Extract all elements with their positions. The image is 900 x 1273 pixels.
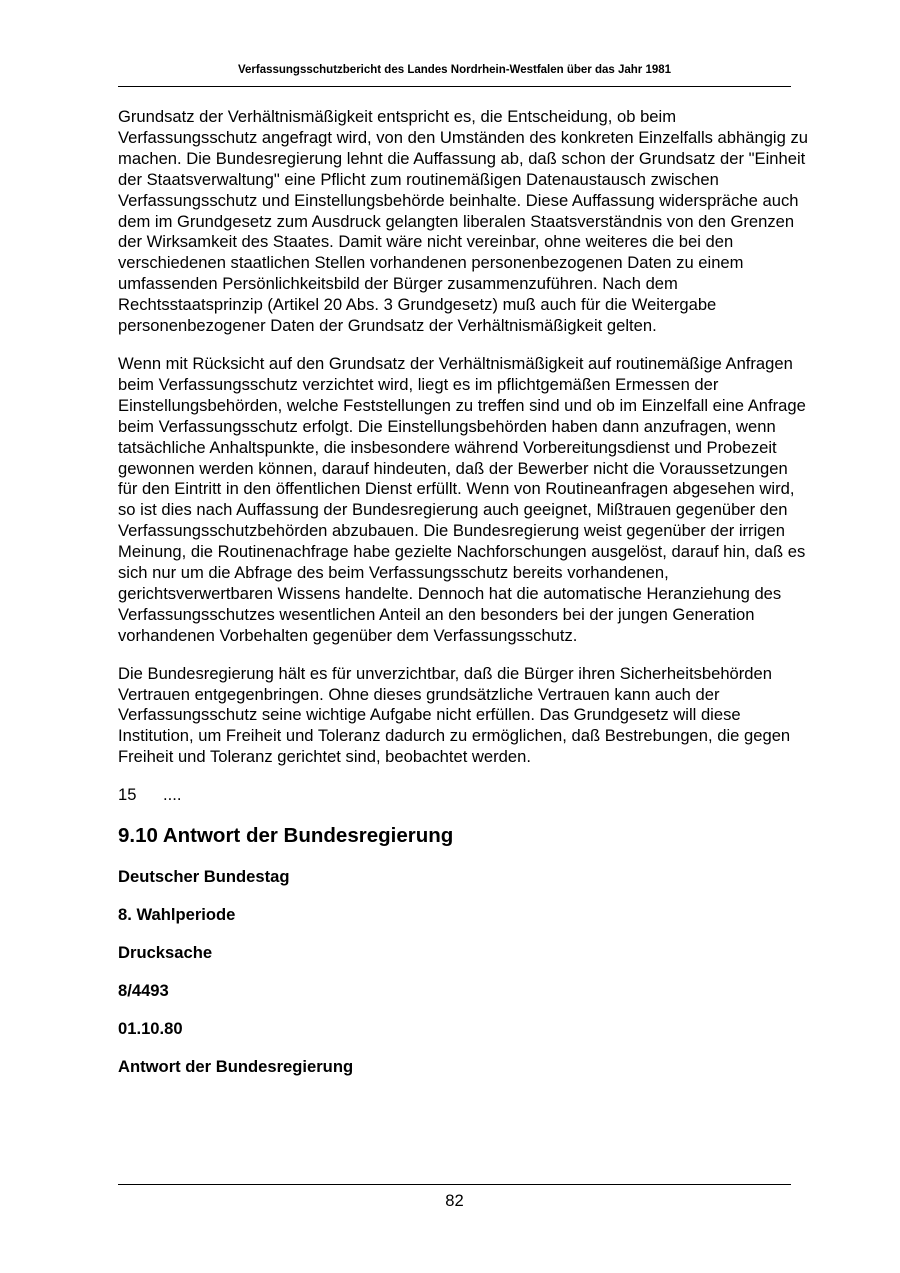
page-number: 82 [445, 1191, 464, 1210]
document-body [118, 107, 808, 1094]
section-line-bundestag: Deutscher Bundestag [118, 867, 290, 887]
section-line-drucksache: Drucksache [118, 943, 213, 963]
section-line-wahlperiode: 8. Wahlperiode [118, 905, 236, 925]
footer-rule [118, 1184, 791, 1185]
section-line-antwort: Antwort der Bundesregierung [118, 1057, 354, 1077]
footnote-number: 15 [118, 785, 137, 805]
header-rule [118, 86, 791, 87]
running-header: Verfassungsschutzbericht des Landes Nordrhein-Westfalen über das Jahr 1981 [237, 64, 672, 76]
section-line-date: 01.10.80 [118, 1019, 183, 1039]
section-line-drucksache-number: 8/4493 [118, 981, 169, 1001]
section-heading: 9.10 Antwort der Bundesregierung [118, 824, 454, 848]
paragraph: Wenn mit Rücksicht auf den Grundsatz der Verhältnismäßigkeit auf routinemäßige Anfragen beim Verfassungsschutz verzichtet wird, liegt es im pflichtgemäßen Ermessen der Einstellungsbehörden, welche Feststellungen zu treffen sind und ob im Einzelfall eine Anfrage beim Verfassungsschutz erfolgt. Die Einstellungsbehörden haben dann anzufragen, wenn tatsächliche Anhaltspunkte, die insbesondere während Vorbereitungsdienst und Probezeit gewonnen werden können, darauf hindeuten, daß der Bewerber nicht die Voraussetzungen für den Eintritt in den öffentlichen Dienst erfüllt. Wenn von Routineanfragen abgesehen wird, so ist dies nach Auffassung der Bundesregierung auch geeignet, Mißtrauen gegenüber den Verfassungsschutzbehörden abzubauen. Die Bundesregierung weist gegenüber der irrigen Meinung, die Routinenachfrage habe gezielte Nachforschungen ausgelöst, darauf hin, daß es sich nur um die Abfrage des beim Verfassungsschutz bereits vorhandenen, gerichtsverwertbaren Wissens handelte. Dennoch hat die automatische Heranziehung des Verfassungsschutzes wesentlichen Anteil an den besonders bei der jungen Generation vorhandenen Vorbehalten gegenüber dem Verfassungsschutz. [118, 353, 806, 645]
footnote-ellipsis: .... [163, 785, 182, 805]
paragraph: Grundsatz der Verhältnismäßigkeit entspricht es, die Entscheidung, ob beim Verfassungsschutz angefragt wird, von den Umständen des konkreten Einzelfalls abhängig zu machen. Die Bundesregierung lehnt die Auffassung ab, daß schon der Grundsatz der "Einheit der Staatsverwaltung" eine Pflicht zum routinemäßigen Datenaustausch zwischen Verfassungsschutz und Einstellungsbehörde beinhalte. Diese Auffassung widerspräche auch dem im Grundgesetz zum Ausdruck gelangten liberalen Staatsverständnis von den Grenzen der Wirksamkeit des Staates. Damit wäre nicht vereinbar, ohne weiteres die bei den verschiedenen staatlichen Stellen vorhandenen personenbezogenen Daten zu einem umfassenden Persönlichkeitsbild der Bürger zusammenzuführen. Nach dem Rechtsstaatsprinzip (Artikel 20 Abs. 3 Grundgesetz) muß auch für die Weitergabe personenbezogener Daten der Grundsatz der Verhältnismäßigkeit gelten. [118, 107, 808, 336]
footnote-marker [118, 785, 808, 806]
paragraph: Die Bundesregierung hält es für unverzichtbar, daß die Bürger ihren Sicherheitsbehörden Vertrauen entgegenbringen. Ohne dieses grundsätzliche Vertrauen kann auch der Verfassungsschutz seine wichtige Aufgabe nicht erfüllen. Das Grundgesetz will diese Institution, um Freiheit und Toleranz dadurch zu ermöglichen, daß Bestrebungen, die gegen Freiheit und Toleranz gerichtet sind, beobachtet werden. [118, 663, 791, 767]
